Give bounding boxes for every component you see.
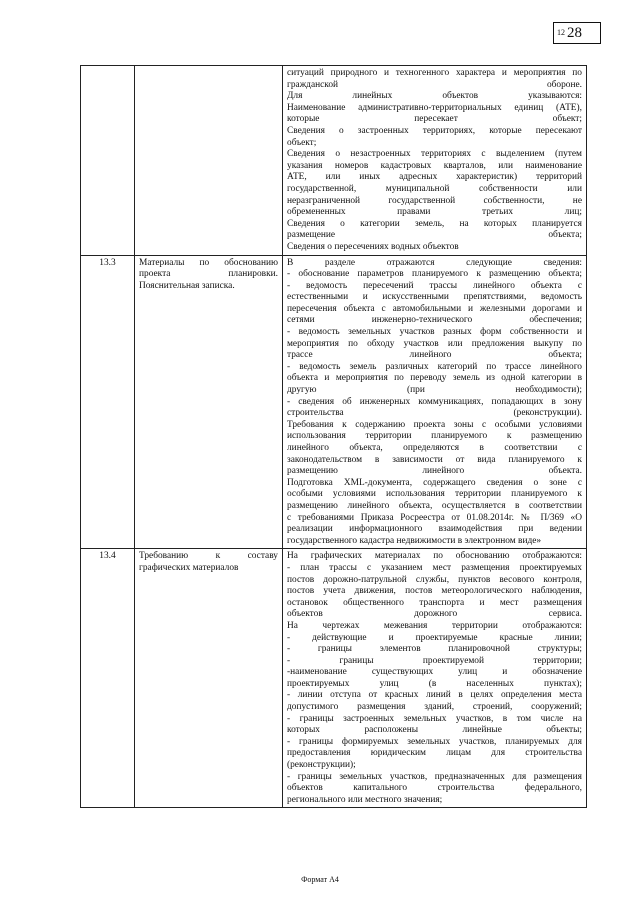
section-description-line: В разделе отражаются следующие сведения: xyxy=(287,257,582,268)
section-description-line: размещению линейного объекта. xyxy=(287,466,582,477)
section-name-cell xyxy=(135,255,283,549)
section-description-line: размещение объекта; xyxy=(287,230,582,241)
section-number-cell: 13.3 xyxy=(81,255,135,549)
section-description-line: -наименование существующих улиц и обозначение xyxy=(287,667,582,678)
section-name-cell xyxy=(135,549,283,808)
section-description-line: ситуаций природного и техногенного характера и мероприятия по xyxy=(287,68,582,78)
section-description-line: - ведомость земель различных категорий по трассе линейного xyxy=(287,361,582,372)
section-description-line: мероприятия по обходу участков или предложения выкупу по xyxy=(287,338,582,349)
section-description-line: постов дорожно-патрульной службы, пунктов весового контроля, xyxy=(287,574,582,585)
section-description-line: объекта и мероприятия по переводу земель из одной категории в xyxy=(287,373,582,384)
section-description-line: другую (при необходимости); xyxy=(287,385,582,396)
section-description-line: - ведомость земельных участков разных форм собственности и xyxy=(287,327,582,338)
section-number-cell: 13.4 xyxy=(81,549,135,808)
section-description-line: постов учета движения, постов метеорологического наблюдения, xyxy=(287,586,582,597)
section-description-line: Сведения о пересечениях водных объектов xyxy=(287,241,459,252)
section-description-line: линейного объекта, определяются в соответствии с xyxy=(287,443,582,453)
section-description-line: Подготовка XML-документа, содержащего сведения о зоне с xyxy=(287,477,582,488)
section-name-line: Требованию к составу xyxy=(139,551,278,562)
section-description-line: На графических материалах по обоснованию отображаются: xyxy=(287,551,582,562)
page-number-small: 12 xyxy=(557,28,565,37)
section-description-line: Требования к содержанию проекта зоны с особыми условиями xyxy=(287,419,582,430)
page-number-box xyxy=(553,22,601,44)
table-row xyxy=(81,255,587,549)
section-description-line: особыми условиями использования территории планируемого к xyxy=(287,489,582,500)
section-name-line: Материалы по обоснованию xyxy=(139,257,278,268)
section-description-line: неразграниченной государственной собственности, не xyxy=(287,195,582,206)
section-description-line: АТЕ, или иных адресных характеристик) территорий xyxy=(287,172,582,183)
requirements-table xyxy=(80,65,587,808)
section-description-line: - границы элементов планировочной структуры; xyxy=(287,644,582,655)
section-description-line: - границы формируемых земельных участков, планируемых для xyxy=(287,736,582,747)
section-description-line: остановок общественного транспорта и мест размещения xyxy=(287,597,582,608)
table-row xyxy=(81,549,587,808)
section-description-line: Сведения о застроенных территориях, которые пересекают xyxy=(287,125,582,136)
section-description-line: объект; xyxy=(287,137,317,148)
section-description-line: строительства (реконструкции). xyxy=(287,408,582,419)
section-description-line: государственного кадастра недвижимости в электронном виде» xyxy=(287,535,542,546)
section-description-line: с требованиями Приказа Росреестра от 01.08.2014г. № П/369 «О xyxy=(287,512,582,523)
page-format-label: Формат А4 xyxy=(301,875,339,884)
section-description-line: - границы застроенных земельных участков, в том числе на xyxy=(287,713,582,724)
section-description-line: обремененных правами третьих лиц; xyxy=(287,207,582,218)
section-description-line: - границы проектируемой территории; xyxy=(287,655,582,666)
page-number: 28 xyxy=(567,25,582,41)
section-description-line: объектов дорожного сервиса. xyxy=(287,609,582,620)
section-description-line: которых расположены линейные объекты; xyxy=(287,725,582,736)
section-description-line: реализации информационного взаимодействия при ведении xyxy=(287,524,582,535)
section-description-line: Сведения о незастроенных территориях с выделением (путем xyxy=(287,149,582,160)
section-description-line: Для линейных объектов указываются: xyxy=(287,91,582,102)
section-description-line: законодательством в зависимости от вида планируемого к xyxy=(287,454,582,465)
section-description-line: - сведения об инженерных коммуникациях, попадающих в зону xyxy=(287,396,582,407)
section-description-line: объектов капитального строительства федерального, xyxy=(287,783,582,794)
section-name-line: графических материалов xyxy=(139,562,239,573)
section-description-line: допустимого размещения зданий, строений, сооружений; xyxy=(287,702,582,713)
section-description-cell xyxy=(283,66,587,256)
section-description-line: На чертежах межевания территории отображаются: xyxy=(287,620,582,631)
section-name-line: проекта планировки. xyxy=(139,269,278,280)
section-description-line: проектируемых улиц (в населенных пунктах); xyxy=(287,678,582,689)
section-description-line: трассе линейного объекта; xyxy=(287,350,582,361)
section-description-line: гражданской обороне. xyxy=(287,79,582,90)
section-description-line: использования территории планируемого к размещению xyxy=(287,431,582,442)
section-description-line: Сведения о категории земель, на которых планируется xyxy=(287,218,582,229)
table-row xyxy=(81,66,587,256)
section-description-line: которые пересекает объект; xyxy=(287,114,582,125)
table-body xyxy=(81,66,587,808)
section-description-cell xyxy=(283,255,587,549)
section-name-line: Пояснительная записка. xyxy=(139,280,235,291)
section-description-line: - действующие и проектируемые красные линии; xyxy=(287,632,582,643)
section-description-line: - обоснование параметров планируемого к размещению объекта; xyxy=(287,269,582,280)
section-description-line: предоставления юридическим лицам для строительства xyxy=(287,748,582,759)
section-description-line: указания номеров кадастровых кварталов, или наименование xyxy=(287,160,582,171)
section-description-line: государственной, муниципальной собственности или xyxy=(287,183,582,194)
section-description-line: - линии отступа от красных линий в целях определения места xyxy=(287,690,582,701)
section-description-cell xyxy=(283,549,587,808)
section-name-cell xyxy=(135,66,283,256)
section-number-cell xyxy=(81,66,135,256)
section-description-line: естественными и искусственными препятствиями, ведомость xyxy=(287,292,582,303)
section-description-line: - ведомость пересечений трассы линейного объекта с xyxy=(287,280,582,291)
section-description-line: (реконструкции); xyxy=(287,760,356,771)
section-description-line: - план трассы с указанием мест размещения проектируемых xyxy=(287,562,582,573)
section-description-line: сетями инженерно-технического обеспечения; xyxy=(287,315,582,326)
section-description-line: регионального или местного значения; xyxy=(287,794,443,805)
section-description-line: пересечения объекта с автомобильными и железными дорогами и xyxy=(287,303,582,314)
section-description-line: размещению линейного объекта, осуществляется в соответствии xyxy=(287,500,582,511)
section-description-line: - границы земельных участков, предназначенных для размещения xyxy=(287,771,582,782)
section-description-line: Наименование административно-территориальных единиц (АТЕ), xyxy=(287,102,582,113)
